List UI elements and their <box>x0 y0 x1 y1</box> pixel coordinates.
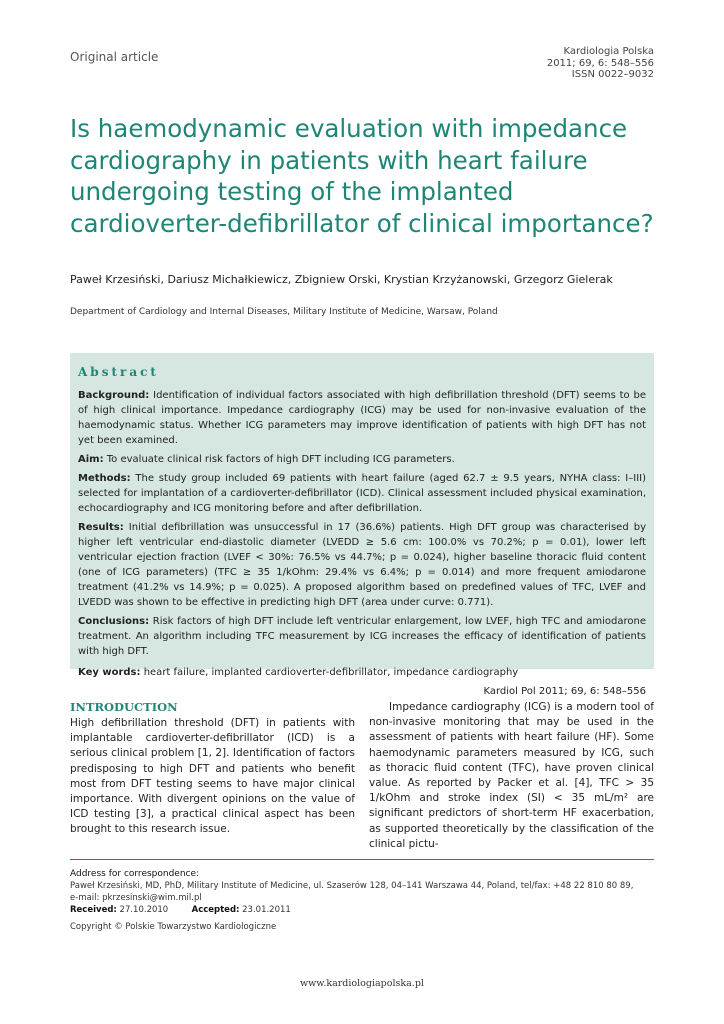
conclusions-text: Risk factors of high DFT include left ventricular enlargement, low LVEF, high TFC and amiodarone treatment. An algorithm including TFC measurement by ICG increases the efficacy of identification of patients with high DFT. <box>78 616 646 657</box>
abstract-box <box>70 353 654 697</box>
correspondence-title: Address for correspondence: <box>70 869 200 879</box>
intro-heading: INTRODUCTION <box>70 700 178 714</box>
results-text: Initial defibrillation was unsuccessful in 17 (36.6%) patients. High DFT group was characterised by higher left ventricular end-diastolic diameter (LVEDD ≥ 5.6 cm: 100.0% vs 70.2%; p = 0.01), lower left ventricular ejection fraction (LVEF < 30%: 76.5% vs 44.7%; p = 0.024), higher baseline thoracic fluid content (one of ICG parameters) (TFC ≥ 35 1/kOhm: 29.4% vs 6.4%; p = 0.014) and more frequent amiodarone treatment (41.2% vs 14.9%; p = 0.025). A proposed algorithm based on predefined values of TFC, LVEF and LVEDD was shown to be effective in predicting high DFT (area under curve: 0.771). <box>78 522 646 608</box>
aim-text: To evaluate clinical risk factors of high DFT including ICG parameters. <box>103 454 455 465</box>
divider <box>70 859 654 860</box>
abstract-aim <box>78 452 646 467</box>
accepted-label: Accepted: <box>191 905 240 915</box>
dates-line <box>70 904 670 916</box>
copyright-notice: Copyright © Polskie Towarzystwo Kardiologiczne <box>70 922 277 932</box>
abstract-background <box>78 388 646 448</box>
received-label: Received: <box>70 905 117 915</box>
abstract-heading: Abstract <box>78 365 159 379</box>
abstract-conclusions <box>78 614 646 659</box>
journal-issn: ISSN 0022–9032 <box>571 69 654 80</box>
methods-text: The study group included 69 patients with heart failure (aged 62.7 ± 9.5 years, NYHA class: I–III) selected for implantation of a cardioverter-defibrillator (ICD). Clinical assessment included physical examination, echocardiography and ICG monitoring before and after defibrillation. <box>78 473 646 514</box>
intro-left-paragraph: High defibrillation threshold (DFT) in patients with implantable cardioverter-defibrillator (ICD) is a serious clinical problem [1, 2]. Identification of factors predisposing to high DFT and patients who benefit most from DFT testing seems to have major clinical importance. With divergent opinions on the value of ICD testing [3], a practical clinical aspect has been brought to this research issue. <box>70 717 355 836</box>
author-list: Paweł Krzesiński, Dariusz Michałkiewicz, Zbigniew Orski, Krystian Krzyżanowski, Grzegorz Gielerak <box>70 273 613 286</box>
journal-name: Kardiologia Polska <box>563 46 654 57</box>
conclusions-label: Conclusions: <box>78 616 150 627</box>
correspondence-address: Paweł Krzesiński, MD, PhD, Military Institute of Medicine, ul. Szaserów 128, 04–141 Warszawa 44, Poland, tel/fax: +48 22 810 80 89, <box>70 881 634 891</box>
received-date: 27.10.2010 <box>119 905 169 915</box>
abstract-results <box>78 520 646 610</box>
journal-info <box>547 46 654 81</box>
intro-right-column <box>369 700 654 852</box>
correspondence-email: e-mail: pkrzesinski@wim.mil.pl <box>70 893 202 903</box>
correspondence-block <box>70 868 670 933</box>
background-label: Background: <box>78 390 150 401</box>
aim-label: Aim: <box>78 454 104 465</box>
journal-volume: 2011; 69, 6: 548–556 <box>546 57 654 69</box>
affiliation: Department of Cardiology and Internal Diseases, Military Institute of Medicine, Warsaw, Poland <box>70 307 498 317</box>
keywords-label: Key words: <box>78 667 141 678</box>
abstract-keywords <box>78 665 646 680</box>
background-text: Identification of individual factors associated with high defibrillation threshold (DFT) seems to be of high clinical importance. Impedance cardiography (ICG) may be used for non-invasive evaluation of the haemodynamic status. Whether ICG parameters may improve identification of patients with high DFT has not yet been examined. <box>78 390 646 446</box>
methods-label: Methods: <box>78 473 131 484</box>
intro-right-paragraph: Impedance cardiography (ICG) is a modern tool of non-invasive monitoring that may be used in the assessment of patients with heart failure (HF). Some haemodynamic parameters measured by ICG, such as thoracic fluid content (TFC), have proven clinical value. As reported by Packer et al. [4], TFC > 35 1/kOhm and stroke index (SI) < 35 mL/m² are significant predictors of short-term HF exacerbation, as supported theoretically by the classification of the clinical pictu- <box>369 701 654 850</box>
keywords-text: heart failure, implanted cardioverter-defibrillator, impedance cardiography <box>140 667 519 678</box>
accepted-date: 23.01.2011 <box>242 905 291 915</box>
results-label: Results: <box>78 522 124 533</box>
abstract-methods <box>78 471 646 516</box>
abstract-citation: Kardiol Pol 2011; 69, 6: 548–556 <box>483 686 646 697</box>
footer-url: www.kardiologiapolska.pl <box>300 978 424 989</box>
intro-left-column <box>70 700 355 838</box>
article-type-label: Original article <box>70 50 159 64</box>
article-title: Is haemodynamic evaluation with impedance cardiography in patients with heart failure undergoing testing of the implanted cardioverter-defibrillator of clinical importance? <box>70 114 654 238</box>
